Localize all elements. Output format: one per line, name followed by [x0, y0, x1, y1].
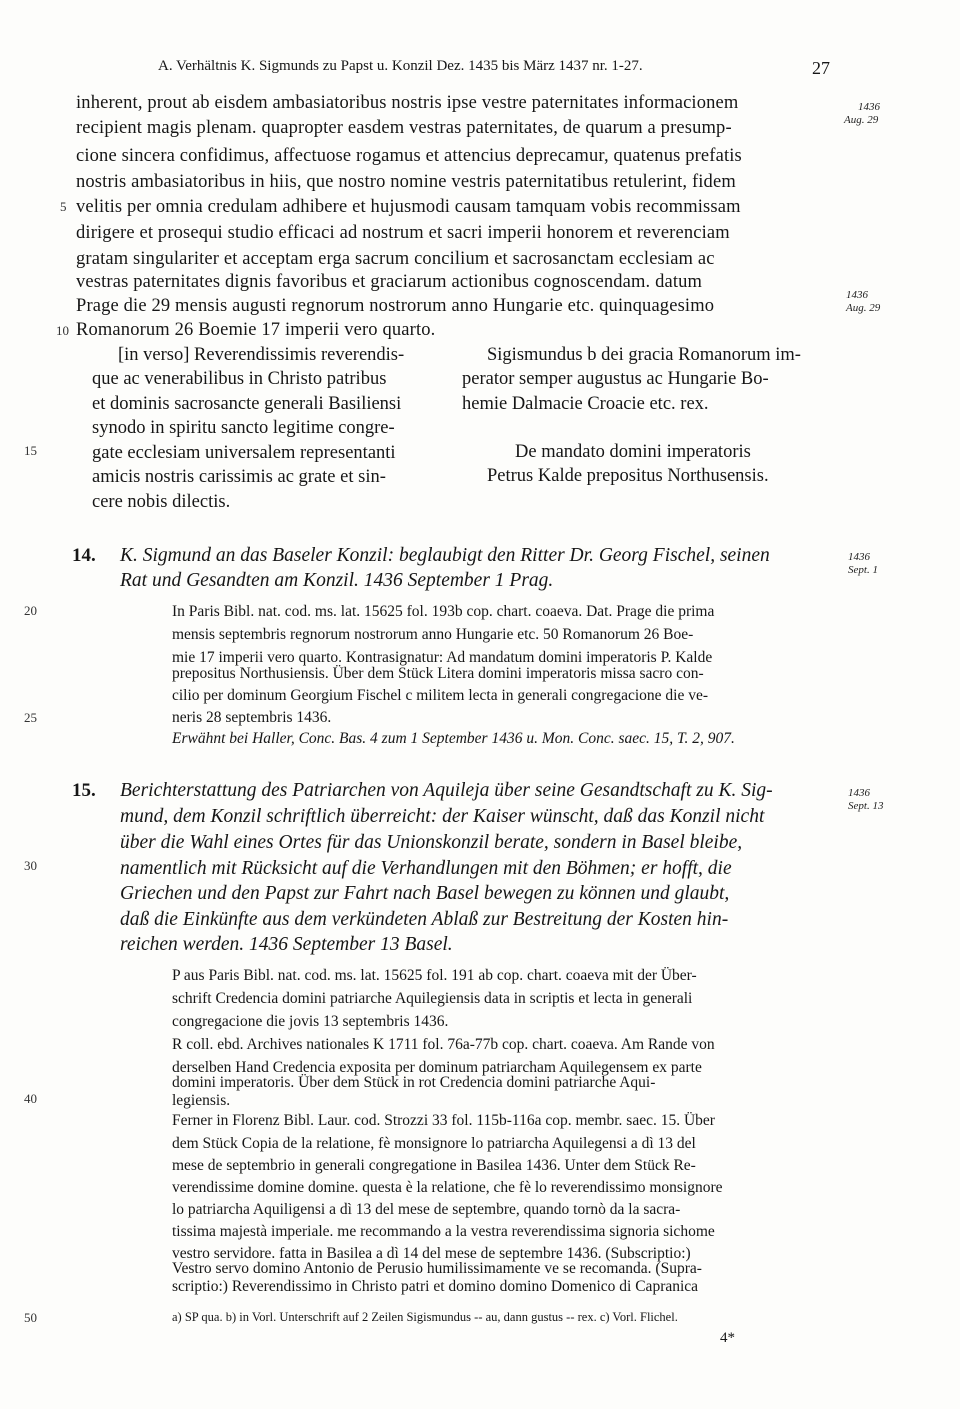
verso-line: cere nobis dilectis. — [92, 492, 231, 512]
verso-line: gate ecclesiam universalem representanti — [92, 443, 396, 463]
source-line: mese de septembrio in generali congregatione in Basilea 1436. Unter dem Stück Re- — [172, 1157, 696, 1174]
line-number: 30 — [24, 858, 37, 873]
verso-line: que ac venerabilibus in Christo patribus — [92, 369, 387, 389]
verso-line: synodo in spiritu sancto legitime congre- — [92, 418, 395, 438]
source-line: In Paris Bibl. nat. cod. ms. lat. 15625 fol. 193b cop. chart. coaeva. Dat. Prage die prima — [172, 603, 715, 620]
source-line: verendissime domine domine. questa è la relatione, che fè lo reverendissimo monsignore — [172, 1179, 723, 1196]
source-line: lo patriarcha Aquiligensi a dì 13 del mese de septembre, quando tornò da la sacra- — [172, 1201, 681, 1218]
verso-line: et dominis sacrosancte generali Basiliensi — [92, 394, 402, 414]
source-line: scriptio:) Reverendissimo in Christo patri et domino domino Domenico di Capranica — [172, 1278, 699, 1295]
source-line: Ferner in Florenz Bibl. Laur. cod. Strozzi 33 fol. 115b-116a cop. membr. saec. 15. Über — [172, 1112, 715, 1129]
page-number: 27 — [812, 58, 830, 78]
document-number: 14. — [72, 545, 96, 566]
verso-line: [in verso] Reverendissimis reverendis- — [118, 345, 405, 365]
source-line: neris 28 septembris 1436. — [172, 709, 332, 726]
source-line: mensis septembris regnorum nostrorum anno Hungarie etc. 50 Romanorum 26 Boe- — [172, 626, 694, 643]
signature-line: Petrus Kalde prepositus Northusensis. — [487, 466, 769, 486]
source-line: dem Stück Copia de la relatione, fè monsignore lo patriarcha Aquilegensi a dì 13 del — [172, 1135, 696, 1152]
document-number: 15. — [72, 780, 96, 801]
line-number: 5 — [60, 199, 67, 214]
text-line: dirigere et prosequi studio efficaci ad nostrum et sacri imperii honorem et reverenciam — [76, 223, 730, 243]
source-line: congregacione die jovis 13 septembris 1436. — [172, 1013, 449, 1030]
source-line: R coll. ebd. Archives nationales K 1711 fol. 76a-77b cop. chart. coaeva. Am Rande von — [172, 1036, 715, 1053]
document-heading: Berichterstattung des Patriarchen von Aquileja über seine Gesandtschaft zu K. Sig- — [120, 780, 773, 801]
sheet-signature: 4* — [720, 1330, 735, 1346]
text-line: cione sincera confidimus, affectuose rogamus et attencius deprecamur, quatenus prefatis — [76, 146, 742, 166]
margin-date: 1436 Sept. 1 — [848, 551, 878, 576]
margin-date: 1436 Aug. 29 — [844, 101, 880, 126]
document-heading: reichen werden. 1436 September 13 Basel. — [120, 934, 453, 955]
document-heading: mund, dem Konzil schriftlich überreicht: der Kaiser wünscht, daß das Konzil nicht — [120, 806, 765, 827]
text-line: Romanorum 26 Boemie 17 imperii vero quarto. — [76, 320, 436, 340]
line-number: 40 — [24, 1091, 37, 1106]
text-line: velitis per omnia credulam adhibere et hujusmodi causam tamquam vobis recommissam — [76, 197, 741, 217]
signature-line: Sigismundus b dei gracia Romanorum im- — [487, 345, 801, 365]
signature-line: perator semper augustus ac Hungarie Bo- — [462, 369, 769, 389]
text-line: recipient magis plenam. quapropter easdem vestras paternitates, de quarum a presump- — [76, 118, 732, 138]
text-line: gratam singulariter et acceptam erga sacrum concilium et sacrosanctam ecclesiam ac — [76, 249, 715, 269]
margin-date: 1436 Aug. 29 — [846, 289, 881, 314]
footnotes: a) SP qua. b) in Vorl. Unterschrift auf 2 Zeilen Sigismundus -- au, dann gustus -- rex. c) Vorl. Flichel. — [172, 1310, 678, 1324]
document-heading: K. Sigmund an das Baseler Konzil: beglaubigt den Ritter Dr. Georg Fischel, seinen — [120, 545, 770, 566]
line-number: 15 — [24, 443, 37, 458]
source-line: prepositus Northusiensis. Über dem Stück Litera domini imperatoris missa sacro con- — [172, 665, 704, 682]
line-number: 20 — [24, 603, 37, 618]
text-line: nostris ambasiatoribus in hiis, que nostro nomine vestris paternitatibus retulerint, fidem — [76, 172, 736, 192]
text-line: vestras paternitates dignis favoribus et graciarum actionibus cognoscendam. datum — [76, 272, 703, 292]
text-line: inherent, prout ab eisdem ambasiatoribus nostris ipse vestre paternitates informacionem — [76, 93, 739, 113]
source-line: legiensis. — [172, 1092, 231, 1109]
source-line: Vestro servo domino Antonio de Perusio humilissimamente ve se recomanda. (Supra- — [172, 1260, 702, 1277]
source-line: vestro servidore. fatta in Basilea a dì 14 del mese de septembre 1436. (Subscriptio:) — [172, 1245, 691, 1262]
document-heading: daß die Einkünfte aus dem verkündeten Ablaß zur Bestreitung der Kosten hin- — [120, 909, 729, 930]
source-line: P aus Paris Bibl. nat. cod. ms. lat. 15625 fol. 191 ab cop. chart. coaeva mit der Über- — [172, 967, 697, 984]
line-number: 50 — [24, 1310, 37, 1325]
source-line: mie 17 imperii vero quarto. Kontrasignatur: Ad mandatum domini imperatoris P. Kalde — [172, 649, 713, 666]
text-line: Prage die 29 mensis augusti regnorum nostrorum anno Hungarie etc. quinquagesimo — [76, 296, 715, 316]
verso-line: amicis nostris carissimis ac grate et sin- — [92, 467, 386, 487]
running-header: A. Verhältnis K. Sigmunds zu Papst u. Konzil Dez. 1435 bis März 1437 nr. 1-27. — [158, 58, 643, 74]
document-heading: Rat und Gesandten am Konzil. 1436 September 1 Prag. — [120, 570, 554, 591]
citation-line: Erwähnt bei Haller, Conc. Bas. 4 zum 1 September 1436 u. Mon. Conc. saec. 15, T. 2, 907. — [172, 730, 735, 747]
source-line: tissima majestà imperiale. me recommando a la vestra reverendissima signoria sichome — [172, 1223, 715, 1240]
signature-line: hemie Dalmacie Croacie etc. rex. — [462, 394, 709, 414]
document-heading: über die Wahl eines Ortes für das Unionskonzil berate, sondern in Basel bleibe, — [120, 832, 743, 853]
signature-line: De mandato domini imperatoris — [515, 442, 751, 462]
document-heading: namentlich mit Rücksicht auf die Verhandlungen mit den Böhmen; er hofft, die — [120, 858, 732, 879]
line-number: 25 — [24, 710, 37, 725]
source-line: derselben Hand Credencia exposita per dominum patriarcham Aquilegensem ex parte — [172, 1059, 702, 1076]
source-line: domini imperatoris. Über dem Stück in rot Credencia domini patriarche Aqui- — [172, 1074, 656, 1091]
source-line: schrift Credencia domini patriarche Aquilegiensis data in scriptis et lecta in generali — [172, 990, 693, 1007]
source-line: cilio per dominum Georgium Fischel c militem lecta in generali congregacione die ve- — [172, 687, 709, 704]
margin-date: 1436 Sept. 13 — [848, 787, 884, 812]
document-heading: Griechen und den Papst zur Fahrt nach Basel bewegen zu können und glaubt, — [120, 883, 730, 904]
line-number: 10 — [56, 323, 69, 338]
